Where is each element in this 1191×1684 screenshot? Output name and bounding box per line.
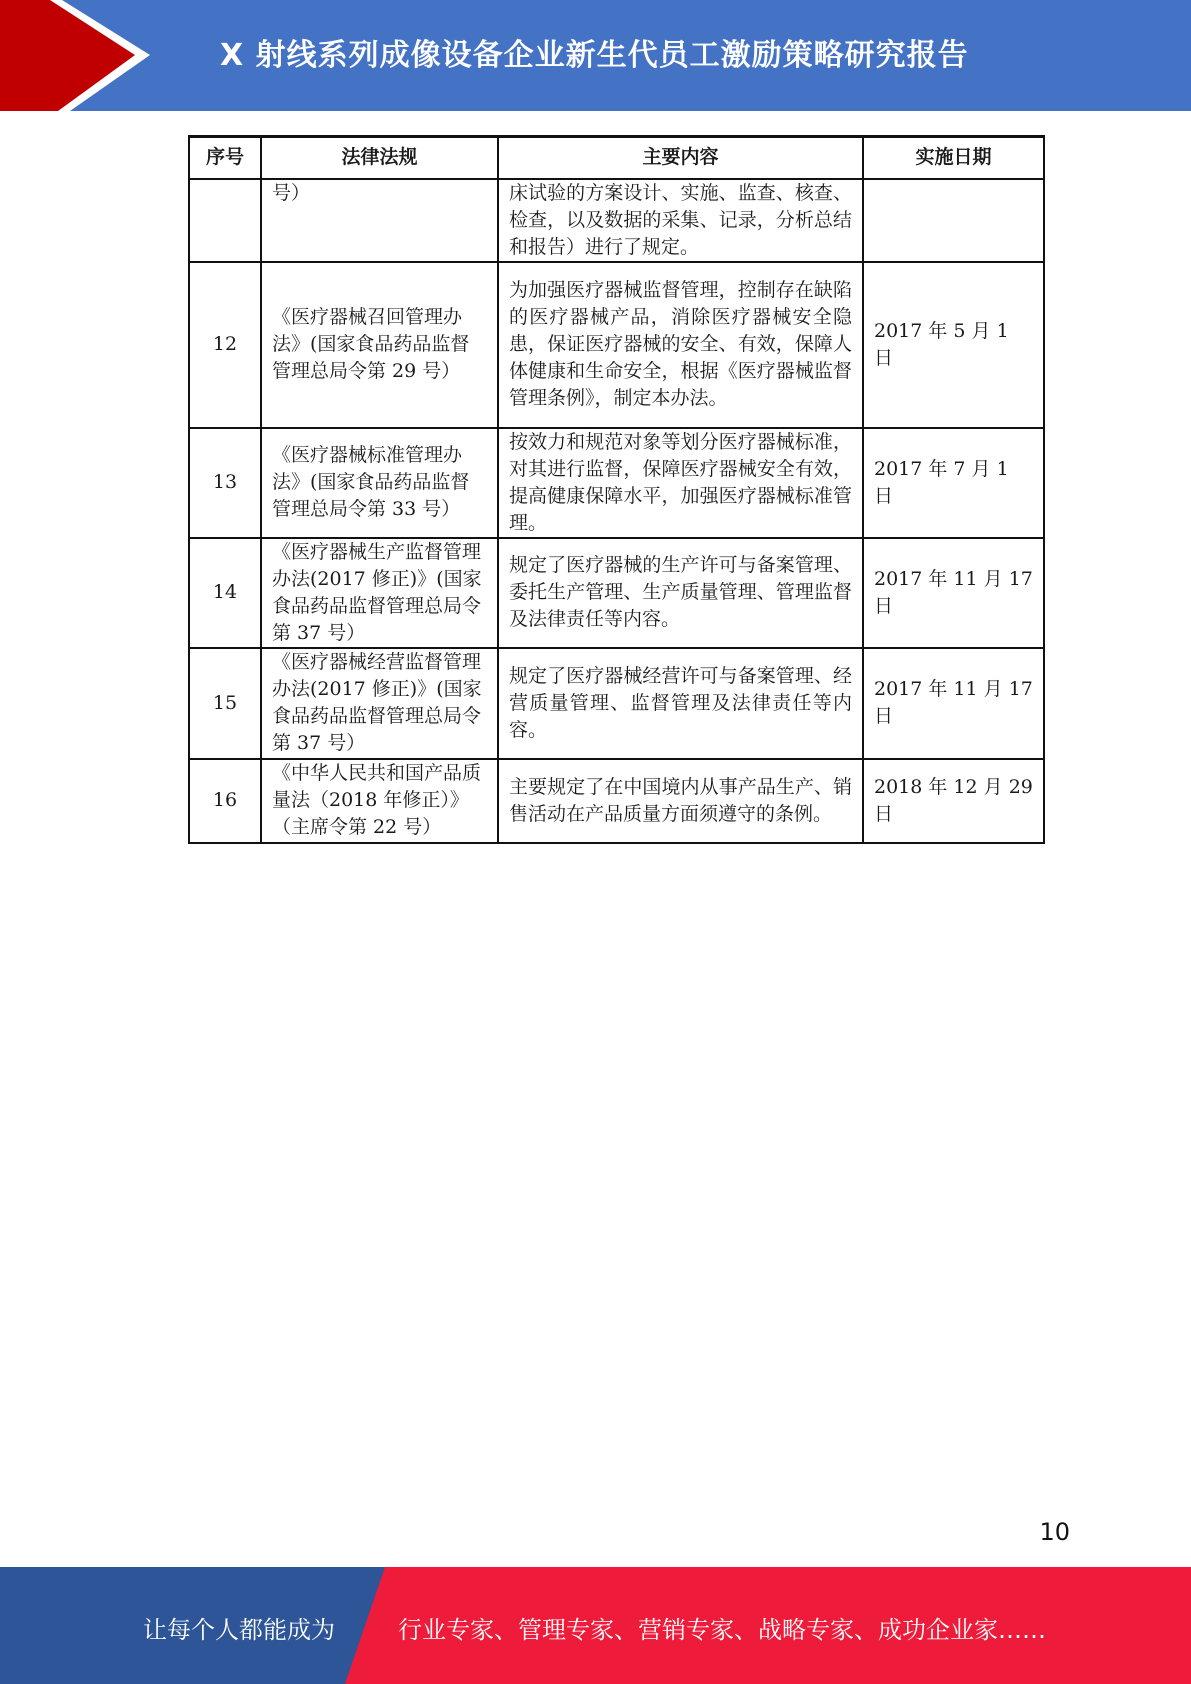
row-number: 15	[189, 648, 261, 759]
row-law: 《医疗器械生产监督管理办法(2017 修正)》(国家食品药品监督管理总局令第 37 号）	[261, 538, 498, 648]
row-content: 按效力和规范对象等划分医疗器械标准，对其进行监督，保障医疗器械安全有效，提高健康保障水平，加强医疗器械标准管理。	[498, 428, 863, 538]
table-header-row	[189, 137, 1044, 179]
row-law: 《医疗器械召回管理办法》(国家食品药品监督管理总局令第 29 号）	[261, 262, 498, 428]
row-date: 2017 年 11 月 17 日	[863, 648, 1044, 759]
table-row	[189, 759, 1044, 843]
row-date: 2018 年 12 月 29 日	[863, 759, 1044, 843]
row-number: 13	[189, 428, 261, 538]
column-header-law: 法律法规	[261, 137, 498, 179]
table-row	[189, 179, 1044, 262]
row-content: 规定了医疗器械经营许可与备案管理、经营质量管理、监督管理及法律责任等内容。	[498, 648, 863, 759]
row-law: 《医疗器械经营监督管理办法(2017 修正)》(国家食品药品监督管理总局令第 37 号）	[261, 648, 498, 759]
page-header	[0, 0, 1191, 111]
page-number: 10	[1039, 1518, 1070, 1546]
row-law: 《医疗器械标准管理办法》(国家食品药品监督管理总局令第 33 号）	[261, 428, 498, 538]
column-header-number: 序号	[189, 137, 261, 179]
row-number: 14	[189, 538, 261, 648]
row-law: 号）	[261, 179, 498, 262]
table-row	[189, 648, 1044, 759]
report-title: X 射线系列成像设备企业新生代员工激励策略研究报告	[220, 38, 969, 73]
footer-slogan-left: 让每个人都能成为	[143, 1616, 335, 1644]
row-date	[863, 179, 1044, 262]
row-date: 2017 年 11 月 17 日	[863, 538, 1044, 648]
table-row	[189, 262, 1044, 428]
row-number	[189, 179, 261, 262]
row-number: 16	[189, 759, 261, 843]
row-content: 为加强医疗器械监督管理，控制存在缺陷的医疗器械产品，消除医疗器械安全隐患，保证医疗器械的安全、有效，保障人体健康和生命安全，根据《医疗器械监督管理条例》，制定本办法。	[498, 262, 863, 428]
row-date: 2017 年 5 月 1 日	[863, 262, 1044, 428]
row-number: 12	[189, 262, 261, 428]
footer-slogan-right: 行业专家、管理专家、营销专家、战略专家、成功企业家……	[398, 1616, 1046, 1644]
row-content: 床试验的方案设计、实施、监查、核查、检查，以及数据的采集、记录，分析总结和报告）进行了规定。	[498, 179, 863, 262]
column-header-content: 主要内容	[498, 137, 863, 179]
header-chevron-decoration	[0, 0, 160, 111]
table-row	[189, 428, 1044, 538]
row-content: 规定了医疗器械的生产许可与备案管理、委托生产管理、生产质量管理、管理监督及法律责任等内容。	[498, 538, 863, 648]
row-law: 《中华人民共和国产品质量法（2018 年修正）》（主席令第 22 号）	[261, 759, 498, 843]
column-header-date: 实施日期	[863, 137, 1044, 179]
row-content: 主要规定了在中国境内从事产品生产、销售活动在产品质量方面须遵守的条例。	[498, 759, 863, 843]
page-footer	[0, 1567, 1191, 1684]
table-row	[189, 538, 1044, 648]
regulations-table	[188, 135, 1045, 844]
row-date: 2017 年 7 月 1 日	[863, 428, 1044, 538]
